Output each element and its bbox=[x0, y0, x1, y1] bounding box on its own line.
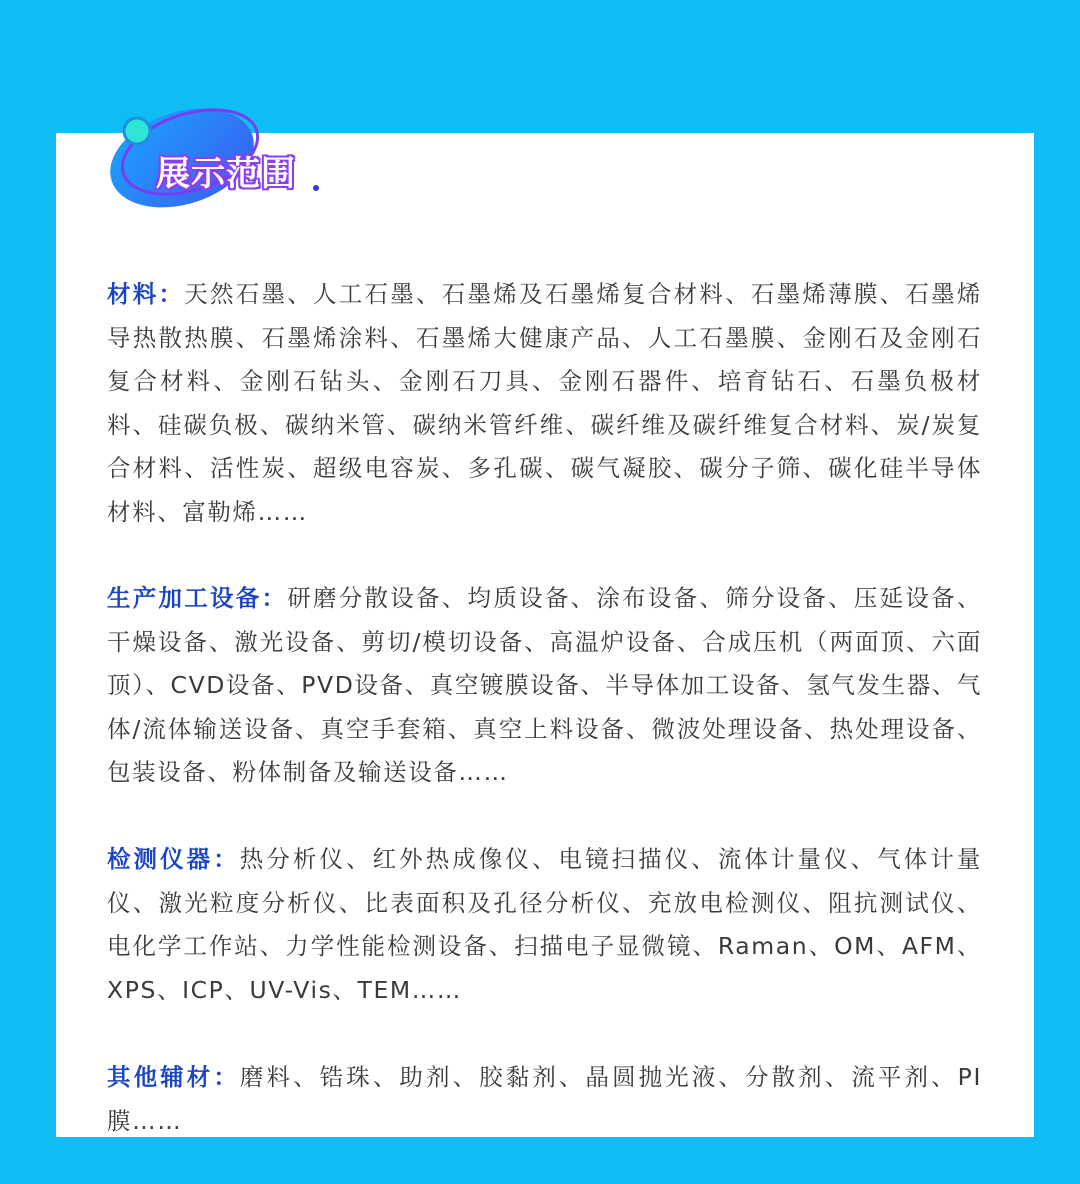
section-label: 检测仪器： bbox=[107, 845, 240, 873]
section-equipment bbox=[107, 577, 982, 795]
section-others bbox=[107, 1056, 982, 1143]
section-materials bbox=[107, 273, 982, 534]
section-text: 研磨分散设备、均质设备、涂布设备、筛分设备、压延设备、干燥设备、激光设备、剪切/模切设备、高温炉设备、合成压机（两面顶、六面顶）、CVD设备、PVD设备、真空镀膜设备、半导体加工设备、氢气发生器、气体/流体输送设备、真空手套箱、真空上料设备、微波处理设备、热处理设备、包装设备、粉体制备及输送设备…… bbox=[107, 584, 982, 786]
section-label: 生产加工设备： bbox=[107, 584, 288, 612]
section-text: 热分析仪、红外热成像仪、电镜扫描仪、流体计量仪、气体计量仪、激光粒度分析仪、比表面积及孔径分析仪、充放电检测仪、阻抗测试仪、电化学工作站、力学性能检测设备、扫描电子显微镜、Raman、OM、AFM、XPS、ICP、UV-Vis、TEM…… bbox=[107, 845, 982, 1004]
section-instruments bbox=[107, 838, 982, 1012]
section-text: 磨料、锆珠、助剂、胶黏剂、晶圆抛光液、分散剂、流平剂、PI膜…… bbox=[107, 1063, 982, 1135]
section-label: 其他辅材： bbox=[107, 1063, 240, 1091]
section-label: 材料： bbox=[107, 280, 185, 308]
section-text: 天然石墨、人工石墨、石墨烯及石墨烯复合材料、石墨烯薄膜、石墨烯导热散热膜、石墨烯涂料、石墨烯大健康产品、人工石墨膜、金刚石及金刚石复合材料、金刚石钻头、金刚石刀具、金刚石器件、培育钻石、石墨负极材料、硅碳负极、碳纳米管、碳纳米管纤维、碳纤维及碳纤维复合材料、炭/炭复合材料、活性炭、超级电容炭、多孔碳、碳气凝胶、碳分子筛、碳化硅半导体材料、富勒烯…… bbox=[107, 280, 982, 526]
page-title: 展示范围 bbox=[156, 154, 296, 194]
title-badge bbox=[100, 100, 340, 210]
